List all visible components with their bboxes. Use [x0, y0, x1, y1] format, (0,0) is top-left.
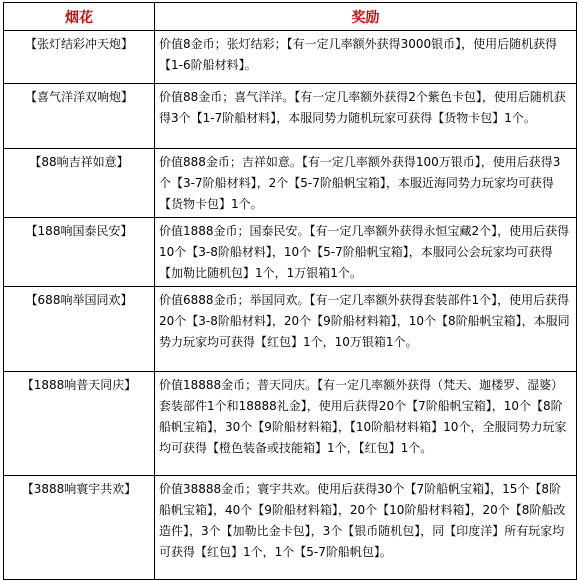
firework-name: 【喜气洋洋双响炮】 — [4, 84, 155, 149]
table-row — [4, 476, 577, 580]
reward-description: 价值18888金币；普天同庆。【有一定几率额外获得（梵天、迦楼罗、湿婆）套装部件1个和18888礼金】，使用后获得20个【7阶船帆宝箱】，10个【8阶船帆宝箱】，30个【9阶船材料箱】，【10阶船材料箱】10个，全服同势力玩家均可获得【橙色装备或技能箱】1个，【红包】1个。 — [155, 372, 577, 476]
table-row — [4, 287, 577, 372]
table-row — [4, 31, 577, 84]
header-firework: 烟花 — [4, 3, 155, 31]
reward-description: 价值6888金币；举国同欢。【有一定几率额外获得套装部件1个】，使用后获得20个【3-8阶船材料】，20个【9阶船材料箱】，10个【8阶船帆宝箱】，本服同势力玩家均可获得【红包】1个，10万银箱1个。 — [155, 287, 577, 372]
table-row — [4, 84, 577, 149]
table-header-row — [4, 3, 577, 31]
reward-description: 价值8金币；张灯结彩；【有一定几率额外获得3000银币】，使用后随机获得【1-6阶船材料】。 — [155, 31, 577, 84]
reward-description: 价值38888金币；寰宇共欢。使用后获得30个【7阶船帆宝箱】，15个【8阶船帆宝箱】，40个【9阶船材料箱】，20个【10阶船材料箱】，20个【8阶船改造件】，3个【加勒比金卡包】，3个【银币随机包】，同【印度洋】所有玩家均可获得【红包】1个，1个【5-7阶船帆包】。 — [155, 476, 577, 580]
reward-description: 价值88金币；喜气洋洋。【有一定几率额外获得2个紫色卡包】，使用后随机获得3个【1-7阶船材料】，本服同势力随机玩家可获得【货物卡包】1个。 — [155, 84, 577, 149]
firework-name: 【3888响寰宇共欢】 — [4, 476, 155, 580]
reward-description: 价值1888金币；国泰民安。【有一定几率额外获得永恒宝藏2个】，使用后获得10个【3-8阶船材料】，10个【5-7阶船帆宝箱】，本服同公会玩家均可获得【加勒比随机包】1个，1万银箱1个。 — [155, 218, 577, 287]
table-row — [4, 149, 577, 218]
reward-description: 价值888金币；吉祥如意。【有一定几率额外获得100万银币】，使用后获得3个【3-7阶船材料】，2个【5-7阶船帆宝箱】，本服近海同势力玩家均可获得【货物卡包】1个。 — [155, 149, 577, 218]
firework-name: 【188响国泰民安】 — [4, 218, 155, 287]
firework-name: 【688响举国同欢】 — [4, 287, 155, 372]
firework-name: 【张灯结彩冲天炮】 — [4, 31, 155, 84]
table-row — [4, 218, 577, 287]
firework-name: 【1888响普天同庆】 — [4, 372, 155, 476]
table-row — [4, 372, 577, 476]
fireworks-reward-table — [3, 2, 577, 580]
header-reward: 奖励 — [155, 3, 577, 31]
firework-name: 【88响吉祥如意】 — [4, 149, 155, 218]
